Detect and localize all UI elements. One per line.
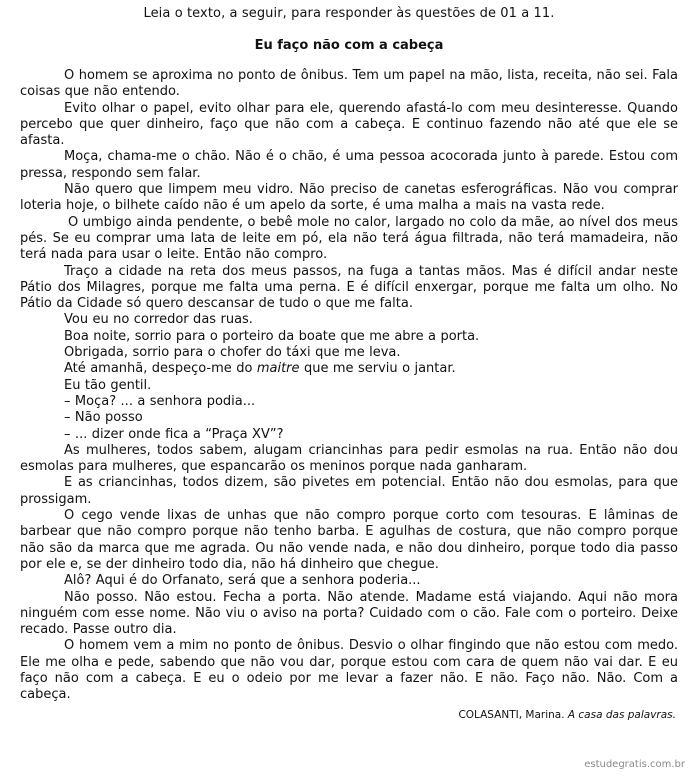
maitre-after: que me serviu o jantar. bbox=[299, 361, 456, 377]
paragraph-15: As mulheres, todos sabem, alugam criancinhas para pedir esmolas na rua. Então não dou esmolas para mulheres, que espancarão os meninos porque nada ganharam. bbox=[20, 442, 678, 475]
paragraph-maitre bbox=[20, 361, 678, 377]
citation-work: A casa das palavras. bbox=[567, 708, 676, 721]
dialogue-line-1: – Moça? ... a senhora podia... bbox=[64, 393, 256, 409]
document bbox=[20, 0, 678, 722]
paragraph-6: Traço a cidade na reta dos meus passos, na fuga a tantas mãos. Mas é difícil andar neste Pátio dos Milagres, porque me falta uma perna. E é difícil enxergar, porque me falta um olho. No Pátio da Cidade só quero descansar de tudo o que me falta. bbox=[20, 263, 678, 312]
paragraph-8: Boa noite, sorrio para o porteiro da boate que me abre a porta. bbox=[64, 328, 480, 344]
dialogue-line-2: – Não posso bbox=[64, 410, 143, 426]
dialogue-line-3: – ... dizer onde fica a “Praça XV”? bbox=[64, 426, 284, 442]
paragraph-7: Vou eu no corredor das ruas. bbox=[64, 312, 253, 328]
paragraph-19: Não posso. Não estou. Fecha a porta. Não atende. Madame está viajando. Aqui não mora ninguém com esse nome. Não viu o aviso na porta? Cuidado com o cão. Fale com o porteiro. Deixe recado. Passe outro dia. bbox=[20, 589, 678, 638]
paragraph-2: Evito olhar o papel, evito olhar para ele, querendo afastá-lo com meu desinteresse. Quando percebo que quer dinheiro, faço que não com a cabeça. E continuo fazendo não até que ele se afasta. bbox=[20, 100, 678, 149]
watermark: estudegratis.com.br bbox=[584, 759, 685, 770]
paragraph-1: O homem se aproxima no ponto de ônibus. Tem um papel na mão, lista, receita, não sei. Fala coisas que não entendo. bbox=[20, 68, 678, 100]
paragraph-20: O homem vem a mim no ponto de ônibus. Desvio o olhar fingindo que não estou com medo. Ele me olha e pede, sabendo que não vou dar, porque estou com cara de quem não vai dar. E eu faço não com a cabeça. E eu o odeio por me levar a fazer não. E não. Faço não. Não. Com a cabeça. bbox=[20, 638, 678, 703]
maitre-emphasis: maitre bbox=[256, 361, 300, 377]
paragraph-3: Moça, chama-me o chão. Não é o chão, é uma pessoa acocorada junto à parede. Estou com pressa, respondo sem falar. bbox=[20, 149, 678, 181]
citation-author: COLASANTI, Marina. bbox=[458, 708, 565, 721]
paragraph-11: Eu tão gentil. bbox=[64, 377, 152, 393]
text-body bbox=[20, 68, 678, 704]
paragraph-4: Não quero que limpem meu vidro. Não preciso de canetas esferográficas. Não vou comprar loteria hoje, o bilhete caído não é um apelo da sorte, é uma malha a mais na vasta rede. bbox=[20, 182, 678, 214]
maitre-before: Até amanhã, despeço-me do bbox=[64, 361, 257, 377]
citation bbox=[20, 708, 678, 722]
paragraph-9: Obrigada, sorrio para o chofer do táxi que me leva. bbox=[64, 345, 401, 361]
instruction-line: Leia o texto, a seguir, para responder às questões de 01 a 11. bbox=[143, 6, 555, 21]
paragraph-16: E as criancinhas, todos dizem, são pivetes em potencial. Então não dou esmolas, para que prossigam. bbox=[20, 475, 678, 507]
paragraph-17: O cego vende lixas de unhas que não compro porque corto com tesouras. E lâminas de barbear que não compro porque não tenho barba. E agulhas de costura, que não compro porque não são da marca que me agrada. Ou não vende nada, e não dou dinheiro, porque todo dia passo por ele e, se der dinheiro todo dia, não há dinheiro que chegue. bbox=[20, 508, 678, 572]
paragraph-18: Alô? Aqui é do Orfanato, será que a senhora poderia... bbox=[64, 573, 421, 589]
text-title: Eu faço não com a cabeça bbox=[254, 38, 444, 53]
paragraph-5: O umbigo ainda pendente, o bebê mole no calor, largado no colo da mãe, ao nível dos meus pés. Se eu comprar uma lata de leite em pó, ela não terá água filtrada, não terá mamadeira, não terá nada para usar o leite. Então não compro. bbox=[20, 214, 678, 263]
